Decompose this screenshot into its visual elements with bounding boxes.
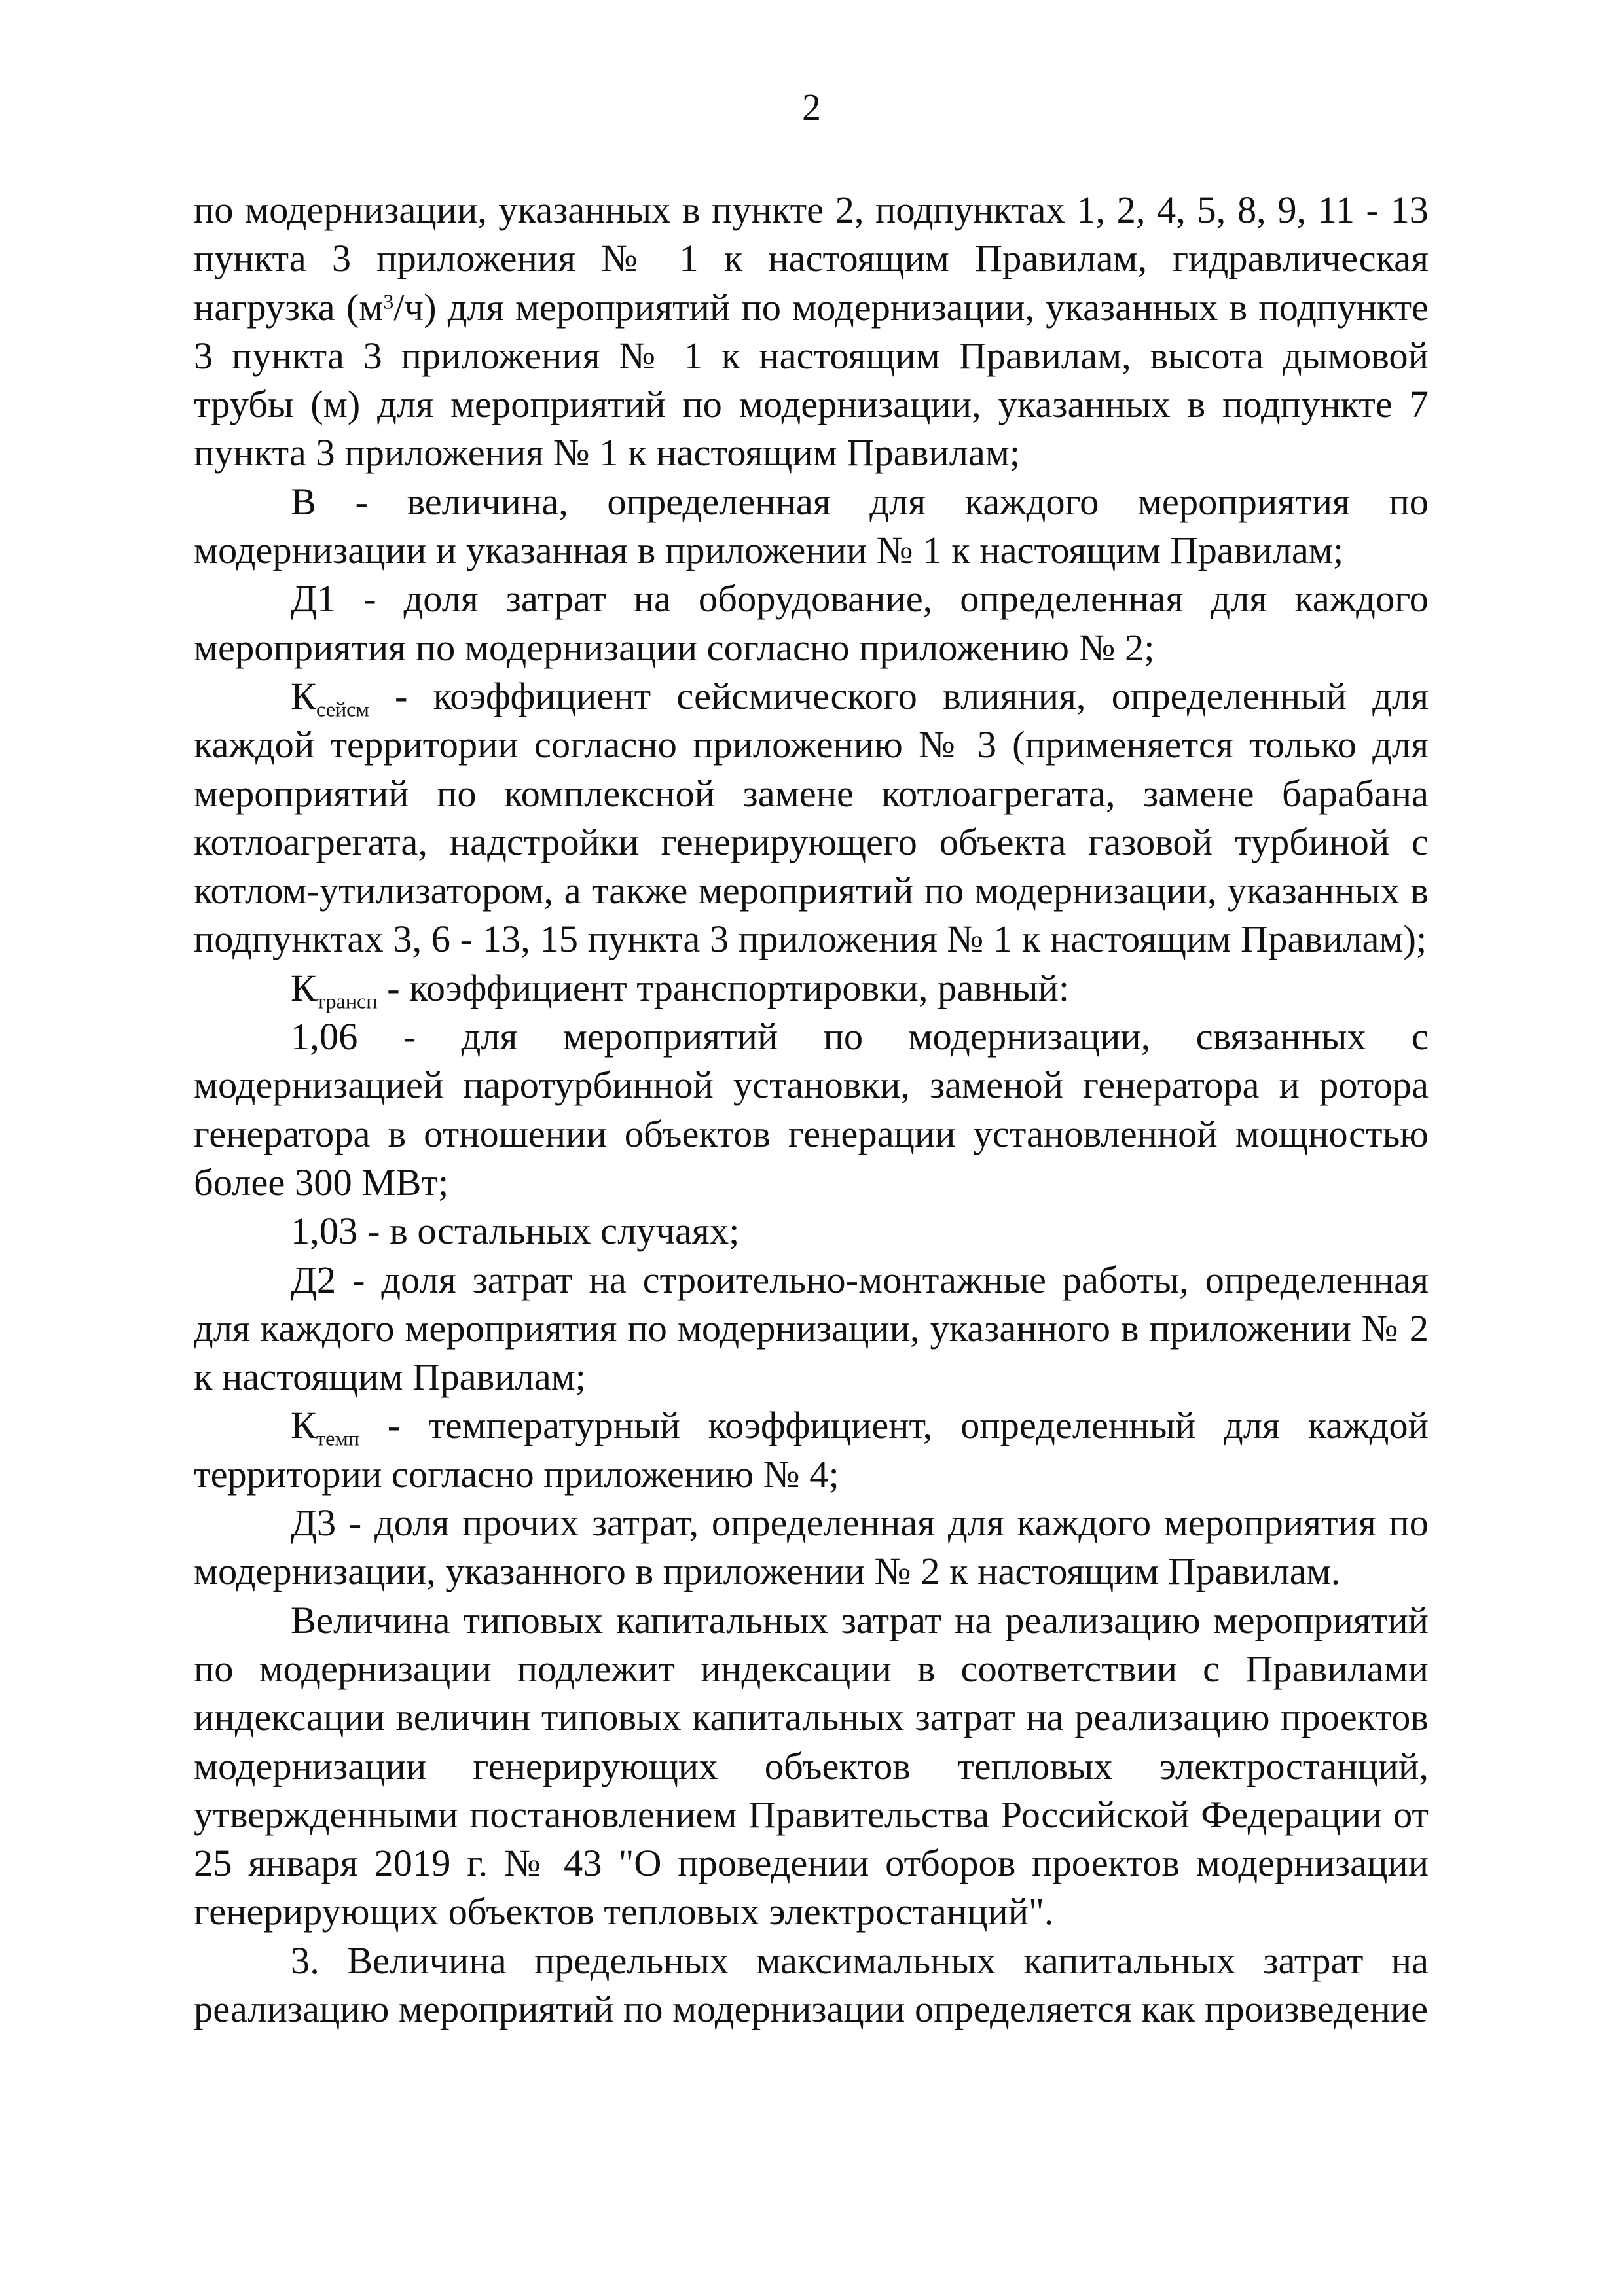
document-body <box>194 186 1429 2034</box>
paragraph-text: /ч) для мероприятий по модернизации, указанных в подпункте 3 пункта 3 приложения № 1 к настоящим Правилам, высота дымовой трубы (м) для мероприятий по модернизации, указанных в подпункте 7 пункта 3 приложения № 1 к настоящим Правилам; <box>194 285 1429 475</box>
coefficient-symbol: К <box>291 1404 317 1447</box>
paragraph-text: - коэффициент транспортировки, равный: <box>377 966 1070 1009</box>
paragraph-text: - коэффициент сейсмического влияния, определенный для каждой территории согласно приложению № 3 (применяется только для мероприятий по комплексной замене котлоагрегата, замене барабана котлоагрегата, надстройки генерирующего объекта газовой турбиной с котлом-утилизатором, а также мероприятий по модернизации, указанных в подпунктах 3, 6 - 13, 15 пункта 3 приложения № 1 к настоящим Правилам); <box>194 674 1429 961</box>
paragraph-k-seism-definition <box>194 672 1429 964</box>
paragraph-k-temp-definition <box>194 1401 1429 1499</box>
paragraph-k-transp-definition <box>194 964 1429 1013</box>
coefficient-subscript: темп <box>316 1426 359 1450</box>
coefficient-subscript: трансп <box>316 989 378 1013</box>
paragraph-value-1-06: 1,06 - для мероприятий по модернизации, связанных с модернизацией паротурбинной установки, заменой генератора и ротора генератора в отношении объектов генерации установленной мощностью более 300 МВт; <box>194 1015 1429 1204</box>
coefficient-subscript: сейсм <box>316 697 369 721</box>
paragraph-value-1-03: 1,03 - в остальных случаях; <box>291 1210 740 1253</box>
coefficient-symbol: К <box>291 674 317 717</box>
paragraph-continuation <box>194 186 1429 478</box>
coefficient-symbol: К <box>291 966 317 1009</box>
paragraph-d1-definition: Д1 - доля затрат на оборудование, определенная для каждого мероприятия по модернизации согласно приложению № 2; <box>194 577 1429 669</box>
paragraph-b-definition: В - величина, определенная для каждого мероприятия по модернизации и указанная в приложении № 1 к настоящим Правилам; <box>194 480 1429 572</box>
paragraph-section-3: 3. Величина предельных максимальных капитальных затрат на реализацию мероприятий по модернизации определяется как произведение <box>194 1939 1429 2030</box>
page-number: 2 <box>802 86 821 128</box>
superscript: 3 <box>383 289 394 313</box>
paragraph-d2-definition: Д2 - доля затрат на строительно-монтажные работы, определенная для каждого мероприятия по модернизации, указанного в приложении № 2 к настоящим Правилам; <box>194 1258 1429 1399</box>
paragraph-indexation: Величина типовых капитальных затрат на реализацию мероприятий по модернизации подлежит индексации в соответствии с Правилами индексации величин типовых капитальных затрат на реализацию проектов модернизации генерирующих объектов тепловых электростанций, утвержденными постановлением Правительства Российской Федерации от 25 января 2019 г. № 43 "О проведении отборов проектов модернизации генерирующих объектов тепловых электростанций". <box>194 1598 1429 1933</box>
paragraph-d3-definition: Д3 - доля прочих затрат, определенная для каждого мероприятия по модернизации, указанного в приложении № 2 к настоящим Правилам. <box>194 1501 1429 1593</box>
paragraph-text: по модернизации, указанных в пункте 2, подпунктах 1, 2, 4, 5, 8, 9, 11 - 13 пункта 3 приложения № 1 к настоящим Правилам, гидравлическая нагрузка (м <box>194 188 1429 329</box>
paragraph-text: - температурный коэффициент, определенный для каждой территории согласно приложению № 4; <box>194 1404 1429 1496</box>
